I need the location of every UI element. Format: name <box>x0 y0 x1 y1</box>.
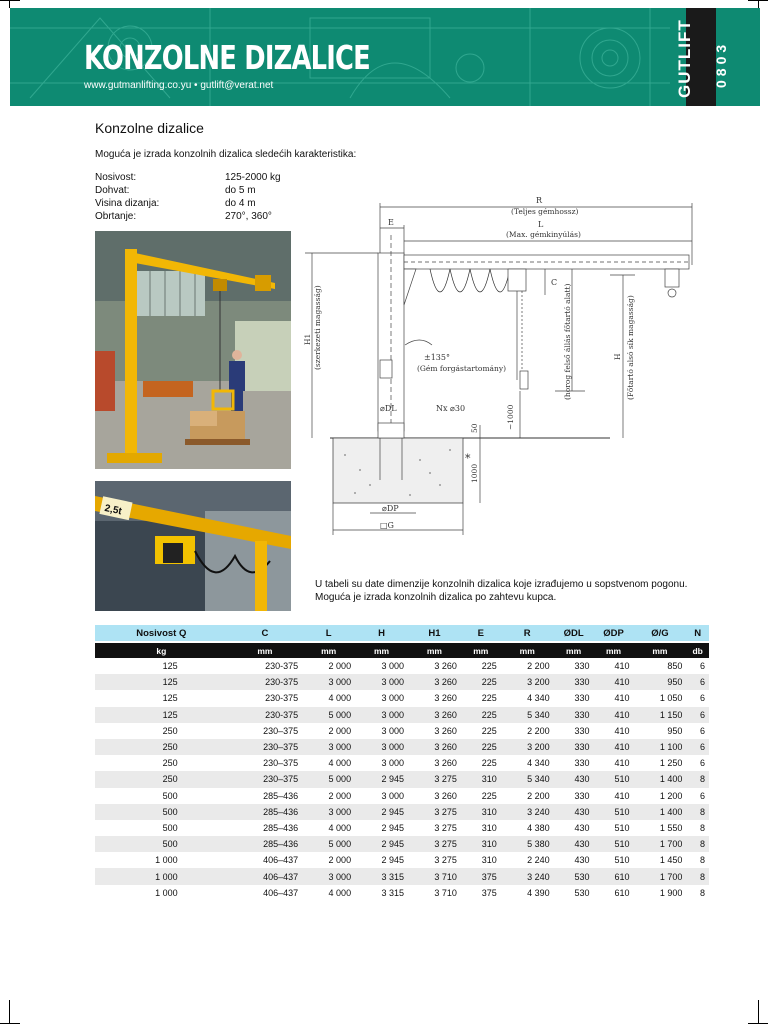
table-cell: 1 250 <box>633 755 686 771</box>
table-cell: 310 <box>461 836 501 852</box>
table-cell: 3 710 <box>408 885 461 901</box>
table-cell: 3 000 <box>355 690 408 706</box>
column-header: N <box>686 625 709 642</box>
hoist-body <box>508 269 526 291</box>
spec-label: Dohvat: <box>95 185 130 196</box>
contact-line: www.gutmanlifting.co.yu • gutlift@verat.net <box>84 80 274 91</box>
table-cell: 3 260 <box>408 707 461 723</box>
table-cell: 410 <box>594 723 634 739</box>
label-1000-approx: ~1000 <box>506 404 515 430</box>
unit-header: mm <box>302 642 355 658</box>
table-cell: 8 <box>686 820 709 836</box>
table-cell: 3 000 <box>302 739 355 755</box>
table-row <box>95 674 709 690</box>
table-row <box>95 885 709 901</box>
table-cell: 3 275 <box>408 852 461 868</box>
crop-mark <box>758 1000 759 1024</box>
table-cell: 3 000 <box>302 868 355 884</box>
label-50: 50 <box>470 423 479 433</box>
crane-photo-closeup <box>95 481 291 611</box>
table-cell: 4 380 <box>501 820 554 836</box>
spec-value: do 4 m <box>225 198 256 209</box>
table-cell: 406–437 <box>228 852 303 868</box>
unit-header: mm <box>355 642 408 658</box>
column-header: L <box>302 625 355 642</box>
table-cell: 3 000 <box>302 674 355 690</box>
table-cell: 8 <box>686 885 709 901</box>
table-cell: 3 260 <box>408 690 461 706</box>
column-header: Ø/G <box>633 625 686 642</box>
table-cell: 125 <box>95 658 228 674</box>
table-cell: 375 <box>461 885 501 901</box>
unit-header: kg <box>95 642 228 658</box>
table-cell: 8 <box>686 868 709 884</box>
table-cell: 3 200 <box>501 739 554 755</box>
table-cell: 430 <box>554 771 594 787</box>
table-cell: 430 <box>554 836 594 852</box>
issue-number: 0803 <box>713 40 729 88</box>
table-cell: 250 <box>95 723 228 739</box>
table-cell: 3 000 <box>302 804 355 820</box>
table-cell: 850 <box>633 658 686 674</box>
table-cell: 285–436 <box>228 804 303 820</box>
table-cell: 500 <box>95 788 228 804</box>
table-cell: 6 <box>686 690 709 706</box>
column-header: Nosivost Q <box>95 625 228 642</box>
section-title: Konzolne dizalice <box>95 120 204 136</box>
foundation-block <box>333 438 463 503</box>
table-cell: 2 945 <box>355 804 408 820</box>
table-cell: 310 <box>461 820 501 836</box>
table-cell: 330 <box>554 674 594 690</box>
table-cell: 2 000 <box>302 723 355 739</box>
table-row <box>95 723 709 739</box>
table-cell: 3 240 <box>501 804 554 820</box>
table-cell: 4 340 <box>501 690 554 706</box>
table-cell: 6 <box>686 723 709 739</box>
table-cell: 330 <box>554 707 594 723</box>
table-cell: 1 400 <box>633 771 686 787</box>
table-cell: 2 945 <box>355 820 408 836</box>
table-cell: 285–436 <box>228 836 303 852</box>
table-cell: 3 260 <box>408 788 461 804</box>
unit-header: db <box>686 642 709 658</box>
table-cell: 1 150 <box>633 707 686 723</box>
dimensions-table <box>95 625 709 901</box>
table-row <box>95 658 709 674</box>
crop-mark <box>0 0 20 1</box>
table-cell: 430 <box>554 852 594 868</box>
label-angle-desc: (Gém forgástartomány) <box>417 364 507 373</box>
spec-value: 270°, 360° <box>225 211 272 222</box>
unit-header: mm <box>554 642 594 658</box>
label-r-desc: (Teljes gémhossz) <box>511 207 579 216</box>
table-cell: 1 000 <box>95 885 228 901</box>
table-row <box>95 852 709 868</box>
table-cell: 6 <box>686 707 709 723</box>
table-cell: 125 <box>95 690 228 706</box>
table-cell: 410 <box>594 788 634 804</box>
table-cell: 500 <box>95 804 228 820</box>
table-cell: 950 <box>633 723 686 739</box>
column-header: ØDL <box>554 625 594 642</box>
table-row <box>95 836 709 852</box>
table-cell: 4 000 <box>302 690 355 706</box>
table-cell: 406–437 <box>228 885 303 901</box>
table-note-line: U tabeli su date dimenzije konzolnih dizalica koje izrađujemo u sopstvenom pogonu. <box>315 579 688 590</box>
label-1000: 1000 <box>470 463 479 483</box>
label-h1: H1 <box>303 333 312 345</box>
table-cell: 8 <box>686 804 709 820</box>
table-cell: 330 <box>554 788 594 804</box>
table-cell: 3 275 <box>408 820 461 836</box>
label-star: * <box>465 452 471 465</box>
unit-header: mm <box>228 642 303 658</box>
table-cell: 610 <box>594 868 634 884</box>
table-cell: 4 000 <box>302 820 355 836</box>
table-cell: 230-375 <box>228 707 303 723</box>
table-cell: 530 <box>554 885 594 901</box>
table-cell: 530 <box>554 868 594 884</box>
table-cell: 3 200 <box>501 674 554 690</box>
table-cell: 4 390 <box>501 885 554 901</box>
table-row <box>95 690 709 706</box>
table-cell: 3 000 <box>355 723 408 739</box>
table-cell: 285–436 <box>228 788 303 804</box>
table-cell: 3 260 <box>408 723 461 739</box>
table-cell: 4 000 <box>302 885 355 901</box>
table-cell: 410 <box>594 755 634 771</box>
label-r: R <box>536 196 543 205</box>
table-cell: 5 340 <box>501 771 554 787</box>
table-cell: 1 000 <box>95 868 228 884</box>
unit-header: mm <box>501 642 554 658</box>
table-cell: 950 <box>633 674 686 690</box>
spec-label: Obrtanje: <box>95 211 137 222</box>
table-cell: 330 <box>554 658 594 674</box>
table-cell: 330 <box>554 690 594 706</box>
table-cell: 410 <box>594 707 634 723</box>
table-cell: 1 050 <box>633 690 686 706</box>
table-cell: 230–375 <box>228 771 303 787</box>
table-row <box>95 755 709 771</box>
spec-value: 125-2000 kg <box>225 172 281 183</box>
table-unit-row <box>95 642 709 658</box>
table-cell: 1 100 <box>633 739 686 755</box>
table-cell: 410 <box>594 739 634 755</box>
unit-header: mm <box>461 642 501 658</box>
table-cell: 1 450 <box>633 852 686 868</box>
table-cell: 3 000 <box>355 674 408 690</box>
table-row <box>95 868 709 884</box>
column-header: R <box>501 625 554 642</box>
table-note <box>315 578 715 604</box>
table-cell: 410 <box>594 674 634 690</box>
table-cell: 3 275 <box>408 771 461 787</box>
label-dp: ⌀DP <box>382 504 399 513</box>
table-row <box>95 707 709 723</box>
table-cell: 4 340 <box>501 755 554 771</box>
table-cell: 2 240 <box>501 852 554 868</box>
label-e: E <box>388 218 394 227</box>
table-cell: 225 <box>461 690 501 706</box>
table-cell: 225 <box>461 755 501 771</box>
table-cell: 510 <box>594 820 634 836</box>
table-cell: 225 <box>461 658 501 674</box>
table-cell: 2 200 <box>501 788 554 804</box>
label-l: L <box>538 220 544 229</box>
table-cell: 230–375 <box>228 739 303 755</box>
table-cell: 310 <box>461 804 501 820</box>
table-cell: 5 000 <box>302 836 355 852</box>
table-cell: 510 <box>594 836 634 852</box>
table-cell: 406–437 <box>228 868 303 884</box>
column-header: E <box>461 625 501 642</box>
table-cell: 225 <box>461 739 501 755</box>
table-cell: 3 000 <box>355 658 408 674</box>
table-cell: 2 200 <box>501 658 554 674</box>
table-cell: 510 <box>594 852 634 868</box>
table-cell: 510 <box>594 771 634 787</box>
label-hook-desc: (horog felső állás főtartó alatt) <box>563 283 572 400</box>
table-cell: 2 945 <box>355 836 408 852</box>
brand-name: GUTLIFT <box>675 19 694 98</box>
table-cell: 430 <box>554 804 594 820</box>
label-nx: Nx ⌀30 <box>436 404 466 413</box>
intro-text: Moguća je izrada konzolnih dizalica sledećih karakteristika: <box>95 149 357 160</box>
table-cell: 8 <box>686 771 709 787</box>
table-cell: 500 <box>95 820 228 836</box>
table-cell: 8 <box>686 852 709 868</box>
table-cell: 225 <box>461 788 501 804</box>
table-cell: 5 000 <box>302 707 355 723</box>
table-cell: 250 <box>95 755 228 771</box>
table-cell: 3 260 <box>408 739 461 755</box>
table-cell: 310 <box>461 852 501 868</box>
table-cell: 3 275 <box>408 804 461 820</box>
capacity-sign: 2,5t <box>103 502 123 518</box>
table-header-row <box>95 625 709 642</box>
spec-value: do 5 m <box>225 185 256 196</box>
crane-photo-workshop <box>95 231 291 469</box>
table-cell: 6 <box>686 788 709 804</box>
table-cell: 1 700 <box>633 836 686 852</box>
table-cell: 3 000 <box>355 707 408 723</box>
table-cell: 1 200 <box>633 788 686 804</box>
table-cell: 510 <box>594 804 634 820</box>
table-cell: 2 000 <box>302 788 355 804</box>
table-cell: 125 <box>95 707 228 723</box>
label-h: H <box>613 353 622 360</box>
table-cell: 2 200 <box>501 723 554 739</box>
table-cell: 3 000 <box>355 755 408 771</box>
table-cell: 430 <box>554 820 594 836</box>
crop-mark <box>758 0 759 8</box>
table-cell: 1 700 <box>633 868 686 884</box>
table-cell: 125 <box>95 674 228 690</box>
table-row <box>95 820 709 836</box>
table-note-line: Moguća je izrada konzolnih dizalica po zahtevu kupca. <box>315 592 557 603</box>
table-cell: 5 380 <box>501 836 554 852</box>
table-cell: 2 000 <box>302 658 355 674</box>
table-cell: 230–375 <box>228 723 303 739</box>
table-row <box>95 804 709 820</box>
unit-header: mm <box>633 642 686 658</box>
label-dl: ⌀DL <box>380 404 397 413</box>
table-cell: 6 <box>686 755 709 771</box>
table-cell: 1 400 <box>633 804 686 820</box>
table-cell: 5 000 <box>302 771 355 787</box>
label-c: C <box>551 278 558 287</box>
crop-mark <box>9 0 10 8</box>
table-cell: 230-375 <box>228 674 303 690</box>
unit-header: mm <box>594 642 634 658</box>
table-cell: 230–375 <box>228 755 303 771</box>
table-cell: 310 <box>461 771 501 787</box>
table-cell: 3 000 <box>355 788 408 804</box>
label-h1-desc: (szerkezeti magasság) <box>313 285 322 370</box>
table-cell: 1 900 <box>633 885 686 901</box>
table-cell: 375 <box>461 868 501 884</box>
table-cell: 330 <box>554 755 594 771</box>
label-angle: ±135° <box>424 353 450 362</box>
table-cell: 410 <box>594 690 634 706</box>
table-cell: 250 <box>95 739 228 755</box>
table-cell: 410 <box>594 658 634 674</box>
table-cell: 2 945 <box>355 852 408 868</box>
table-cell: 250 <box>95 771 228 787</box>
technical-drawing <box>300 195 710 545</box>
table-cell: 3 315 <box>355 885 408 901</box>
table-cell: 3 260 <box>408 658 461 674</box>
table-row <box>95 771 709 787</box>
column-header: ØDP <box>594 625 634 642</box>
unit-header: mm <box>408 642 461 658</box>
table-cell: 3 275 <box>408 836 461 852</box>
table-cell: 225 <box>461 674 501 690</box>
table-cell: 2 000 <box>302 852 355 868</box>
table-cell: 225 <box>461 707 501 723</box>
table-cell: 3 315 <box>355 868 408 884</box>
table-cell: 330 <box>554 723 594 739</box>
page-title: KONZOLNE DIZALICE <box>84 38 370 77</box>
spec-label: Visina dizanja: <box>95 198 160 209</box>
column-header: H1 <box>408 625 461 642</box>
column-header: H <box>355 625 408 642</box>
label-l-desc: (Max. gémkinyúlás) <box>506 230 581 239</box>
crop-mark <box>9 1000 10 1024</box>
table-cell: 610 <box>594 885 634 901</box>
table-cell: 8 <box>686 836 709 852</box>
table-cell: 3 710 <box>408 868 461 884</box>
table-cell: 1 550 <box>633 820 686 836</box>
table-cell: 230-375 <box>228 658 303 674</box>
spec-label: Nosivost: <box>95 172 137 183</box>
table-row <box>95 788 709 804</box>
table-cell: 500 <box>95 836 228 852</box>
table-cell: 1 000 <box>95 852 228 868</box>
table-cell: 330 <box>554 739 594 755</box>
table-cell: 3 240 <box>501 868 554 884</box>
table-cell: 285–436 <box>228 820 303 836</box>
table-cell: 3 000 <box>355 739 408 755</box>
label-h-desc: (Főtartó alsó sík magasság) <box>626 295 635 400</box>
table-cell: 6 <box>686 739 709 755</box>
table-cell: 3 260 <box>408 674 461 690</box>
table-cell: 6 <box>686 674 709 690</box>
table-body <box>95 658 709 901</box>
table-cell: 5 340 <box>501 707 554 723</box>
label-g: □G <box>380 521 394 530</box>
table-cell: 3 260 <box>408 755 461 771</box>
table-cell: 4 000 <box>302 755 355 771</box>
column-header: C <box>228 625 303 642</box>
table-cell: 6 <box>686 658 709 674</box>
table-cell: 2 945 <box>355 771 408 787</box>
table-cell: 230-375 <box>228 690 303 706</box>
table-row <box>95 739 709 755</box>
table-cell: 225 <box>461 723 501 739</box>
